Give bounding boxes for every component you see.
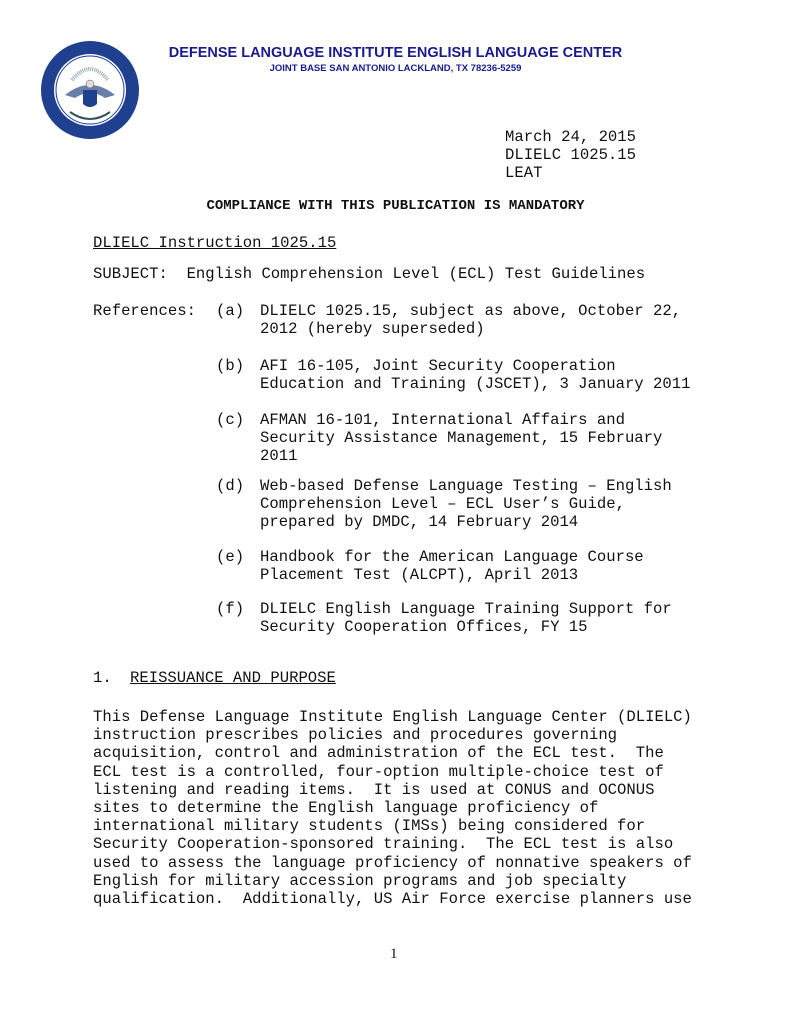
reference-key: (b) [216,357,245,375]
paragraph-line: listening and reading items. It is used at CONUS and OCONUS [93,780,655,799]
paragraph-line: acquisition, control and administration of the ECL test. The [93,744,664,763]
doc-office: LEAT [505,164,543,182]
paragraph-line: qualification. Additionally, US Air Force exercise planners use [93,890,692,909]
paragraph-line: English for military accession programs and job specialty [93,871,627,890]
reference-key: (f) [216,600,245,618]
reference-text-line: DLIELC English Language Training Support for [260,600,672,618]
reference-key: (e) [216,548,245,566]
reference-text-line: AFI 16-105, Joint Security Cooperation [260,357,616,375]
reference-key: (c) [216,411,245,429]
reference-text-line: Comprehension Level – ECL User’s Guide, [260,495,625,514]
reference-text-line: Security Assistance Management, 15 February [260,429,663,448]
section-number: 1. [93,669,112,687]
reference-text-line: 2011 [260,447,298,466]
doc-date: March 24, 2015 [505,128,637,146]
reference-text-line: DLIELC 1025.15, subject as above, October 22, [260,302,682,320]
references-label: References: [93,302,196,320]
paragraph-line: Security Cooperation-sponsored training. The ECL test is also [93,835,674,854]
section-paragraph [93,708,692,908]
reference-text-line: prepared by DMDC, 14 February 2014 [260,513,579,532]
subject-line: SUBJECT: English Comprehension Level (ECL) Test Guidelines [93,265,646,283]
org-name: DEFENSE LANGUAGE INSTITUTE ENGLISH LANGUAGE CENTER [168,45,623,61]
reference-key: (d) [216,477,245,495]
doc-number: DLIELC 1025.15 [505,146,637,164]
compliance-notice: COMPLIANCE WITH THIS PUBLICATION IS MANDATORY [206,198,585,214]
page-number: 1 [390,946,398,962]
reference-text-line: Handbook for the American Language Course [260,548,644,566]
reference-key: (a) [216,302,245,320]
paragraph-line: This Defense Language Institute English Language Center (DLIELC) [93,708,692,726]
paragraph-line: ECL test is a controlled, four-option multiple-choice test of [93,762,664,781]
instruction-title: DLIELC Instruction 1025.15 [93,234,337,252]
reference-text-line: Placement Test (ALCPT), April 2013 [260,566,579,585]
reference-text-line: 2012 (hereby superseded) [260,320,485,339]
paragraph-line: international military students (IMSs) being considered for [93,817,646,836]
section-title: REISSUANCE AND PURPOSE [130,669,336,687]
reference-text-line: Web-based Defense Language Testing – English [260,477,672,495]
reference-text-line: AFMAN 16-101, International Affairs and [260,411,625,429]
paragraph-line: sites to determine the English language proficiency of [93,799,599,818]
reference-text-line: Education and Training (JSCET), 3 January 2011 [260,375,691,394]
paragraph-line: instruction prescribes policies and procedures governing [93,726,618,745]
org-address: JOINT BASE SAN ANTONIO LACKLAND, TX 78236-5259 [269,63,522,74]
reference-text-line: Security Cooperation Offices, FY 15 [260,618,588,637]
paragraph-line: used to assess the language proficiency of nonnative speakers of [93,853,692,872]
